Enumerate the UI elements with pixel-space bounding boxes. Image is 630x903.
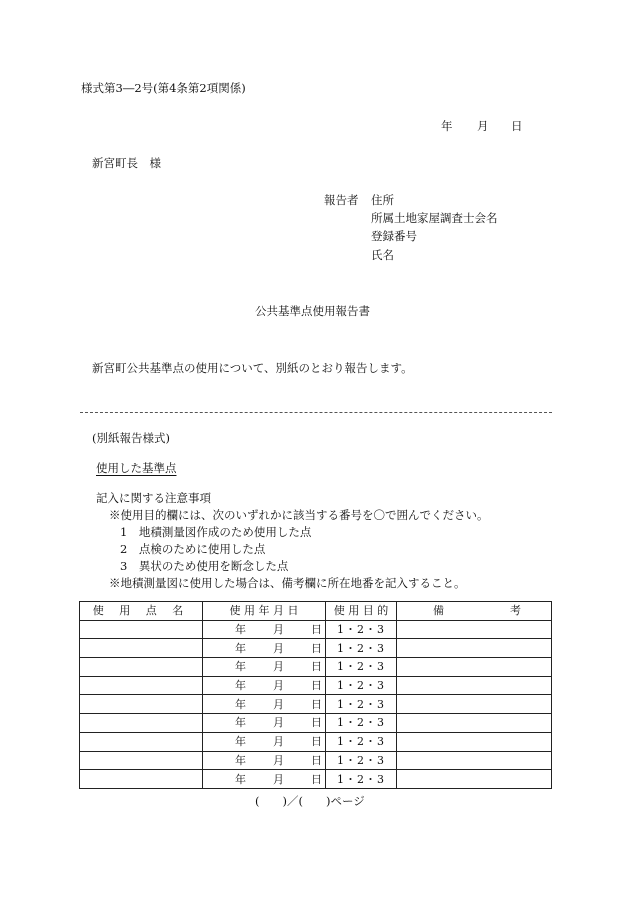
remarks-cell[interactable]: [397, 676, 552, 695]
purpose-cell[interactable]: 1・2・3: [326, 639, 397, 658]
reporter-address: 住所: [371, 193, 394, 207]
table-row: [80, 658, 552, 677]
purpose-cell[interactable]: 1・2・3: [326, 751, 397, 770]
table-row: [80, 620, 552, 639]
note-remarks-instruction: ※地積測量図に使用した場合は、備考欄に所在地番を記入すること。: [109, 576, 466, 590]
point-name-cell[interactable]: [80, 658, 203, 677]
point-name-cell[interactable]: [80, 714, 203, 733]
table-row: [80, 695, 552, 714]
remarks-cell[interactable]: [397, 732, 552, 751]
point-name-cell[interactable]: [80, 639, 203, 658]
remarks-cell[interactable]: [397, 620, 552, 639]
reporter-name: 氏名: [371, 248, 394, 262]
reporter-registration: 登録番号: [371, 229, 417, 243]
table-header-row: [80, 602, 552, 621]
reporter-association: 所属土地家屋調査士会名: [371, 211, 498, 225]
attachment-heading: 使用した基準点: [96, 461, 177, 475]
remarks-cell[interactable]: [397, 658, 552, 677]
usage-table: [79, 601, 552, 789]
usage-date-cell[interactable]: 年 月 日: [203, 676, 326, 695]
option-1: 1 地積測量図作成のため使用した点: [120, 525, 312, 539]
point-name-cell[interactable]: [80, 695, 203, 714]
purpose-cell[interactable]: 1・2・3: [326, 676, 397, 695]
purpose-cell[interactable]: 1・2・3: [326, 714, 397, 733]
page-footer: ( )／( )ページ: [255, 794, 365, 808]
table-row: [80, 639, 552, 658]
point-name-cell[interactable]: [80, 732, 203, 751]
usage-date-cell[interactable]: 年 月 日: [203, 714, 326, 733]
remarks-cell[interactable]: [397, 751, 552, 770]
date-month-label: 月: [477, 119, 489, 133]
header-purpose: 使 用 目 的: [326, 602, 397, 621]
addressee: 新宮町長 様: [92, 156, 161, 170]
purpose-cell[interactable]: 1・2・3: [326, 658, 397, 677]
purpose-cell[interactable]: 1・2・3: [326, 770, 397, 789]
usage-date-cell[interactable]: 年 月 日: [203, 770, 326, 789]
purpose-cell[interactable]: 1・2・3: [326, 620, 397, 639]
date-year-label: 年: [441, 119, 453, 133]
dashed-separator: [80, 412, 552, 413]
point-name-cell[interactable]: [80, 770, 203, 789]
table-row: [80, 770, 552, 789]
purpose-cell[interactable]: 1・2・3: [326, 695, 397, 714]
header-point-name: 使 用 点 名: [80, 602, 203, 621]
usage-date-cell[interactable]: 年 月 日: [203, 695, 326, 714]
usage-date-cell[interactable]: 年 月 日: [203, 751, 326, 770]
usage-date-cell[interactable]: 年 月 日: [203, 658, 326, 677]
remarks-cell[interactable]: [397, 639, 552, 658]
date-day-label: 日: [511, 119, 523, 133]
purpose-cell[interactable]: 1・2・3: [326, 732, 397, 751]
usage-date-cell[interactable]: 年 月 日: [203, 620, 326, 639]
usage-date-cell[interactable]: 年 月 日: [203, 732, 326, 751]
note-purpose-instruction: ※使用目的欄には、次のいずれかに該当する番号を〇で囲んでください。: [109, 508, 489, 522]
table-row: [80, 751, 552, 770]
point-name-cell[interactable]: [80, 620, 203, 639]
usage-date-cell[interactable]: 年 月 日: [203, 639, 326, 658]
remarks-cell[interactable]: [397, 770, 552, 789]
point-name-cell[interactable]: [80, 751, 203, 770]
table-row: [80, 676, 552, 695]
document-title: 公共基準点使用報告書: [255, 304, 370, 318]
option-2: 2 点検のために使用した点: [120, 542, 266, 556]
remarks-cell[interactable]: [397, 714, 552, 733]
point-name-cell[interactable]: [80, 676, 203, 695]
form-id: 様式第3―2号(第4条第2項関係): [81, 81, 246, 95]
body-text: 新宮町公共基準点の使用について、別紙のとおり報告します。: [92, 361, 413, 375]
attachment-label: (別紙報告様式): [92, 431, 170, 445]
table-row: [80, 714, 552, 733]
table-row: [80, 732, 552, 751]
remarks-cell[interactable]: [397, 695, 552, 714]
reporter-label: 報告者: [324, 193, 359, 207]
header-remarks: 備 考: [397, 602, 552, 621]
notes-title: 記入に関する注意事項: [96, 491, 211, 505]
header-usage-date: 使 用 年 月 日: [203, 602, 326, 621]
option-3: 3 異状のため使用を断念した点: [120, 559, 289, 573]
